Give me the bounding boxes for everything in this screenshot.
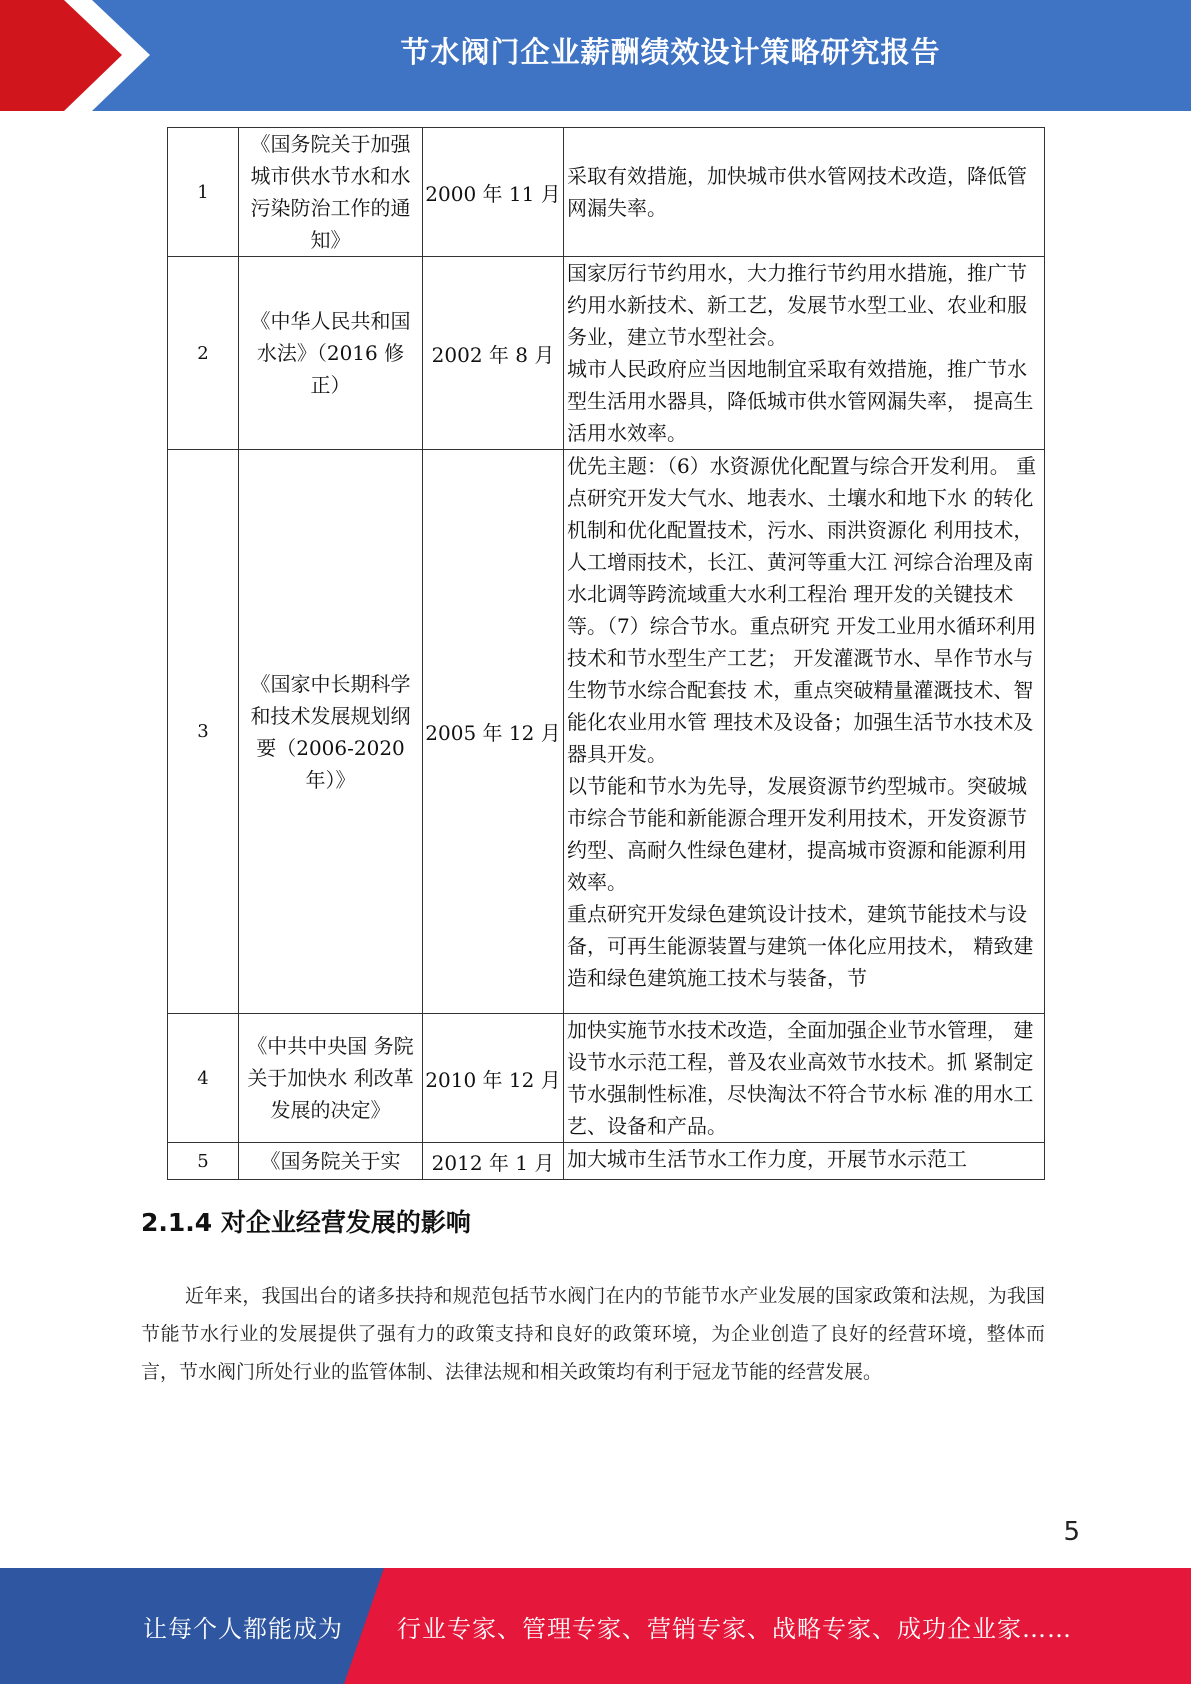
row-number: 5 [168, 1143, 239, 1180]
section-body-text: 近年来，我国出台的诸多扶持和规范包括节水阀门在内的节能节水产业发展的国家政策和法规，为我国节能节水行业的发展提供了强有力的政策支持和良好的政策环境，为企业创造了良好的经营环境，整体而言，节水阀门所处行业的监管体制、法律法规和相关政策均有利于冠龙节能的经营发展。 [141, 1285, 1045, 1383]
issue-date: 2000 年 11 月 [423, 128, 564, 257]
footer-slogan-right: 行业专家、管理专家、营销专家、战略专家、成功企业家…… [397, 1614, 1072, 1643]
policy-name: 《中共中央国 务院关于加快水 利改革发展的决定》 [239, 1014, 423, 1143]
issue-date: 2012 年 1 月 [423, 1143, 564, 1180]
content-paragraph: 加大城市生活节水工作力度，开展节水示范工 [567, 1147, 967, 1171]
table-row [168, 1014, 1045, 1143]
content-paragraph: 采取有效措施，加快城市供水管网技术改造，降低管网漏失率。 [567, 164, 1027, 220]
content-paragraph: 以节能和节水为先导，发展资源节约型城市。突破城市综合节能和新能源合理开发利用技术，开发资源节约型、高耐久性绿色建材，提高城市资源和能源利用效率。 [567, 774, 1027, 894]
policy-name: 《国家中长期科学和技术发展规划纲要（2006-2020 年）》 [239, 450, 423, 1014]
policy-name: 《国务院关于实 [239, 1143, 423, 1180]
page-footer [0, 1568, 1191, 1684]
header-arrow-decoration [0, 0, 150, 111]
policy-content [564, 1143, 1045, 1180]
policy-content [564, 1014, 1045, 1143]
content-paragraph: 国家厉行节约用水，大力推行节约用水措施，推广节约用水新技术、新工艺，发展节水型工业、农业和服务业，建立节水型社会。 [567, 261, 1027, 349]
content-paragraph: 城市人民政府应当因地制宜采取有效措施，推广节水型生活用水器具，降低城市供水管网漏失率， 提高生活用水效率。 [567, 357, 1034, 445]
footer-slogan-left: 让每个人都能成为 [143, 1614, 343, 1643]
table-row [168, 1143, 1045, 1180]
issue-date: 2002 年 8 月 [423, 257, 564, 450]
row-number: 4 [168, 1014, 239, 1143]
content-paragraph: 加快实施节水技术改造，全面加强企业节水管理， 建设节水示范工程，普及农业高效节水技术。抓 紧制定节水强制性标准，尽快淘汰不符合节水标 准的用水工艺、设备和产品。 [567, 1018, 1034, 1138]
row-number: 3 [168, 450, 239, 1014]
policy-content [564, 128, 1045, 257]
page-header [0, 0, 1191, 111]
page-number: 5 [1063, 1517, 1080, 1547]
section-heading: 2.1.4 对企业经营发展的影响 [141, 1208, 471, 1237]
report-title: 节水阀门企业薪酬绩效设计策略研究报告 [400, 34, 941, 69]
issue-date: 2005 年 12 月 [423, 450, 564, 1014]
content-paragraph: 优先主题：（6）水资源优化配置与综合开发利用。 重点研究开发大气水、地表水、土壤水和地下水 的转化机制和优化配置技术，污水、雨洪资源化 利用技术，人工增雨技术，长江、黄河等重大江 河综合治理及南水北调等跨流域重大水利工程治 理开发的关键技术等。（7）综合节水。重点研究 开发工业用水循环利用技术和节水型生产工艺； 开发灌溉节水、旱作节水与生物节水综合配套技 术，重点突破精量灌溉技术、智能化农业用水管 理技术及设备；加强生活节水技术及器具开发。 [567, 454, 1037, 766]
policy-name: 《中华人民共和国水法》（2016 修正） [239, 257, 423, 450]
issue-date: 2010 年 12 月 [423, 1014, 564, 1143]
table-row [168, 450, 1045, 1014]
table-row [168, 257, 1045, 450]
policy-content [564, 257, 1045, 450]
content-paragraph: 重点研究开发绿色建筑设计技术，建筑节能技术与设备，可再生能源装置与建筑一体化应用技术， 精致建造和绿色建筑施工技术与装备，节 [567, 902, 1034, 990]
row-number: 1 [168, 128, 239, 257]
row-number: 2 [168, 257, 239, 450]
policy-content [564, 450, 1045, 1014]
table-row [168, 128, 1045, 257]
policy-name: 《国务院关于加强城市供水节水和水污染防治工作的通知》 [239, 128, 423, 257]
policy-table [167, 127, 1045, 1180]
